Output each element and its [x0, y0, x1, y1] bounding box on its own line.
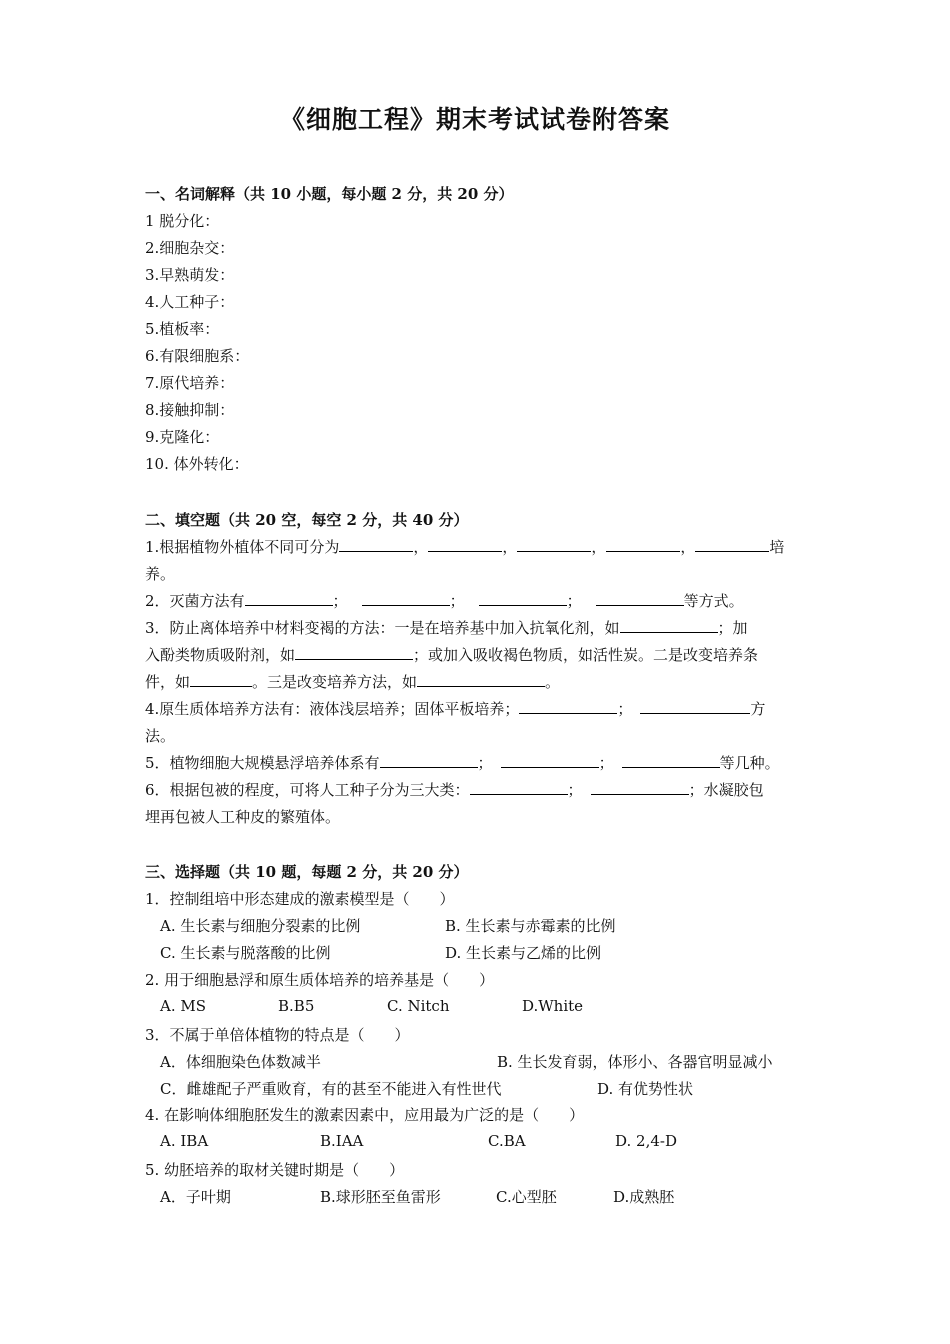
answer-blank[interactable] [695, 536, 769, 552]
answer-blank[interactable] [606, 536, 680, 552]
answer-blank[interactable] [245, 590, 333, 606]
option-c[interactable]: C．雌雄配子严重败育，有的甚至不能进入有性世代 [160, 1080, 502, 1098]
answer-blank[interactable] [620, 617, 718, 633]
answer-blank[interactable] [190, 671, 252, 687]
option-b[interactable]: B. 生长发育弱，体形小、各器官明显减小 [497, 1053, 773, 1071]
fill-question-6-cont: 埋再包被人工种皮的繁殖体。 [145, 808, 341, 826]
option-b[interactable]: B.IAA [320, 1132, 364, 1150]
option-d[interactable]: D. 生长素与乙烯的比例 [445, 944, 602, 962]
fill-question-5 [145, 752, 780, 773]
question-text: 。 [545, 673, 561, 691]
option-b[interactable]: B.B5 [278, 997, 315, 1015]
fill-question-3 [145, 617, 748, 638]
option-d[interactable]: D.成熟胚 [613, 1188, 675, 1206]
answer-blank[interactable] [362, 590, 450, 606]
section-1-heading: 一、名词解释（共 10 小题，每小题 2 分，共 20 分） [145, 185, 514, 203]
separator: ； [566, 592, 582, 610]
choice-question-2: 2. 用于细胞悬浮和原生质体培养的培养基是（ ） [145, 971, 495, 989]
fill-question-3-cont [145, 644, 758, 665]
term-item: 6.有限细胞系： [145, 347, 250, 365]
option-c[interactable]: C. 生长素与脱落酸的比例 [160, 944, 331, 962]
option-a[interactable]: A. IBA [160, 1132, 209, 1150]
term-item: 4.人工种子： [145, 293, 235, 311]
term-item: 8.接触抑制： [145, 401, 235, 419]
fill-question-6 [145, 779, 764, 800]
option-b[interactable]: B.球形胚至鱼雷形 [320, 1188, 441, 1206]
separator: ； [332, 592, 348, 610]
option-a[interactable]: A. MS [160, 997, 207, 1015]
fill-question-1-cont: 养。 [145, 565, 176, 583]
page-title: 《细胞工程》期末考试试卷附答案 [279, 105, 670, 134]
term-item: 7.原代培养： [145, 374, 235, 392]
separator: ； [477, 754, 493, 772]
answer-blank[interactable] [640, 698, 750, 714]
answer-blank[interactable] [517, 536, 591, 552]
term-item: 5.植板率： [145, 320, 220, 338]
option-d[interactable]: D. 2,4-D [615, 1132, 677, 1150]
answer-blank[interactable] [596, 590, 684, 606]
option-a[interactable]: A．子叶期 [160, 1188, 231, 1206]
option-d[interactable]: D.White [522, 997, 584, 1015]
separator: ； [617, 700, 633, 718]
separator: ； [598, 754, 614, 772]
question-text: 2．灭菌方法有 [145, 592, 245, 610]
answer-blank[interactable] [479, 590, 567, 606]
question-text: 5．植物细胞大规模悬浮培养体系有 [145, 754, 380, 772]
term-item: 3.早熟萌发： [145, 266, 235, 284]
question-text: 方 [750, 700, 766, 718]
question-text: ；或加入吸收褐色物质，如活性炭。二是改变培养条 [413, 646, 759, 664]
separator: ； [567, 781, 583, 799]
separator: ， [413, 538, 429, 556]
fill-question-3-cont [145, 671, 560, 692]
answer-blank[interactable] [591, 779, 689, 795]
question-text: 等几种。 [719, 754, 780, 772]
term-item: 10. 体外转化： [145, 455, 249, 473]
fill-question-4-cont: 法。 [145, 727, 176, 745]
term-item: 9.克隆化： [145, 428, 220, 446]
fill-question-2 [145, 590, 744, 611]
choice-question-5: 5. 幼胚培养的取材关键时期是（ ） [145, 1161, 405, 1179]
section-2-heading: 二、填空题（共 20 空，每空 2 分，共 40 分） [145, 511, 469, 529]
fill-question-1 [145, 536, 784, 557]
option-b[interactable]: B. 生长素与赤霉素的比例 [445, 917, 616, 935]
option-c[interactable]: C.心型胚 [496, 1188, 557, 1206]
answer-blank[interactable] [339, 536, 413, 552]
option-c[interactable]: C.BA [488, 1132, 526, 1150]
answer-blank[interactable] [295, 644, 413, 660]
separator: ， [680, 538, 696, 556]
option-c[interactable]: C. Nitch [387, 997, 450, 1015]
question-text: 。三是改变培养方法，如 [252, 673, 418, 691]
choice-question-3: 3．不属于单倍体植物的特点是（ ） [145, 1026, 410, 1044]
term-item: 1 脱分化： [145, 212, 220, 230]
answer-blank[interactable] [470, 779, 568, 795]
question-text: 入酚类物质吸附剂，如 [145, 646, 296, 664]
answer-blank[interactable] [380, 752, 478, 768]
separator: ； [449, 592, 465, 610]
question-text: 3．防止离体培养中材料变褐的方法：一是在培养基中加入抗氧化剂，如 [145, 619, 620, 637]
question-text: 4.原生质体培养方法有：液体浅层培养；固体平板培养； [145, 700, 520, 718]
choice-question-1: 1．控制组培中形态建成的激素模型是（ ） [145, 890, 455, 908]
term-item: 2.细胞杂交： [145, 239, 235, 257]
choice-question-4: 4. 在影响体细胞胚发生的激素因素中，应用最为广泛的是（ ） [145, 1106, 585, 1124]
option-a[interactable]: A．体细胞染色体数减半 [160, 1053, 321, 1071]
question-text: 等方式。 [683, 592, 744, 610]
separator: ， [591, 538, 607, 556]
answer-blank[interactable] [428, 536, 502, 552]
fill-question-4 [145, 698, 765, 719]
question-text: ；加 [717, 619, 748, 637]
answer-blank[interactable] [622, 752, 720, 768]
question-text: 6．根据包被的程度，可将人工种子分为三大类： [145, 781, 470, 799]
question-text: 1.根据植物外植体不同可分为 [145, 538, 340, 556]
section-3-heading: 三、选择题（共 10 题，每题 2 分，共 20 分） [145, 863, 469, 881]
answer-blank[interactable] [519, 698, 617, 714]
answer-blank[interactable] [501, 752, 599, 768]
question-text: 培 [769, 538, 785, 556]
option-a[interactable]: A. 生长素与细胞分裂素的比例 [160, 917, 361, 935]
question-text: ；水凝胶包 [688, 781, 764, 799]
option-d[interactable]: D. 有优势性状 [597, 1080, 694, 1098]
separator: ， [502, 538, 518, 556]
question-text: 件，如 [145, 673, 191, 691]
answer-blank[interactable] [417, 671, 545, 687]
